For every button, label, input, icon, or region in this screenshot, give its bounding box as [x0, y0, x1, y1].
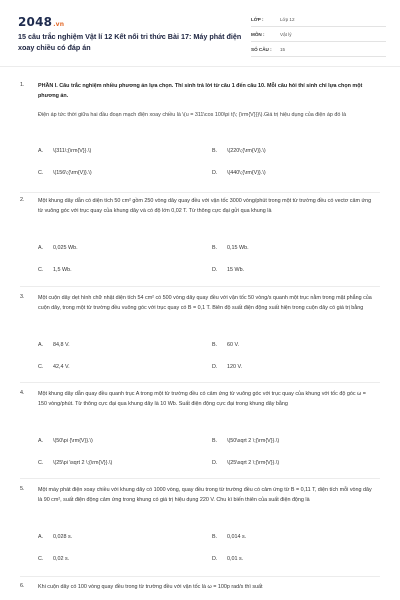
option-c[interactable]: C. 42,4 V. — [38, 364, 70, 370]
option-a[interactable]: A. 0,028 s. — [38, 534, 73, 540]
meta-value: Lớp 12 — [280, 16, 295, 22]
meta-row-subject — [251, 27, 386, 42]
site-logo[interactable] — [18, 15, 64, 29]
meta-value: Vật lý — [280, 31, 292, 37]
question-text: Khi cuộn dây có 100 vòng quay đều trong từ trường đều với vận tốc là ω = 100p rad/s thì suất — [38, 584, 263, 590]
question-text: Một khung dây dẫn có diện tích 50 cm² gồm 250 vòng dây quay đều với vận tốc 3000 vòng/phút trong một từ trường đều có vectơ cảm ứng từ vuông góc với trục quay của khung dây và có độ lớn 0,02 T. Từ thông cực đại gửi qua khung là — [38, 198, 372, 214]
question-text: Một máy phát điện xoay chiều với khung dây có 1000 vòng, quay đều trong từ trường đều có cảm ứng từ B = 0,11 T, diện tích mỗi vòng dây là 90 cm², suất điện động cảm ứng trong khung có giá trị hiệu dụng 220 V. Chu kì biến thiên của suất điện động là — [38, 487, 372, 503]
question-divider — [20, 576, 380, 577]
option-b[interactable]: B. 0,014 s. — [212, 534, 247, 540]
question-number: 6. — [20, 583, 25, 589]
logo-main: 2048 — [18, 15, 53, 29]
question-number: 3. — [20, 294, 25, 300]
question-stem: Điện áp tức thời giữa hai đầu đoạn mạch điện xoay chiều là \(u = 311\cos 100\pi t(\; {\rm{V}})\).Giá trị hiệu dụng của điện áp đó là — [38, 112, 347, 118]
question-number: 5. — [20, 486, 25, 492]
option-c[interactable]: C. 0,02 s. — [38, 556, 70, 562]
option-c[interactable]: C. 1,5 Wb. — [38, 267, 72, 273]
document-title: 15 câu trắc nghiệm Vật lí 12 Kết nối tri thức Bài 17: Máy phát điện xoay chiều có đáp án — [18, 32, 242, 52]
question-number: 2. — [20, 197, 25, 203]
meta-value: 15 — [280, 46, 286, 52]
meta-label: SỐ CÂU : — [251, 46, 272, 52]
header-divider — [0, 66, 400, 67]
option-b[interactable]: B. \(220\;{\rm{V}}.\) — [212, 148, 266, 154]
option-a[interactable]: A. \(311\;{\rm{V}}.\) — [38, 148, 92, 154]
question-divider — [20, 286, 380, 287]
option-a[interactable]: A. \(50\pi {\rm{V}}.\) — [38, 438, 93, 444]
meta-label: MÔN : — [251, 31, 265, 37]
option-d[interactable]: D. 120 V. — [212, 364, 243, 370]
page-header — [0, 0, 400, 64]
option-c[interactable]: C. \(156\;{\rm{V}}.\) — [38, 170, 92, 176]
meta-row-count — [251, 42, 386, 57]
logo-suffix: .vn — [53, 21, 65, 28]
option-a[interactable]: A. 0,025 Wb. — [38, 245, 78, 251]
option-d[interactable]: D. \(440\;{\rm{V}}.\) — [212, 170, 266, 176]
meta-info — [251, 12, 386, 57]
option-c[interactable]: C. \(25\pi \sqrt 2 \;{\rm{V}}.\) — [38, 460, 113, 466]
question-text: Một khung dây dẫn quay đều quanh trục A trong một từ trường đều có cảm ứng từ vuông góc với trục quay của khung với tốc độ góc ω = 150 vòng/phút. Từ thông cực đại qua khung dây là 10 Wb. Suất điện động cực đại trong khung dây bằng — [38, 391, 366, 407]
option-d[interactable]: D. \(25\sqrt 2 \;{\rm{V}}.\) — [212, 460, 280, 466]
option-d[interactable]: D. 0,01 s. — [212, 556, 244, 562]
question-divider — [20, 192, 380, 193]
question-divider — [20, 478, 380, 479]
question-number: 1. — [20, 82, 25, 88]
meta-label: LỚP : — [251, 16, 264, 22]
option-b[interactable]: B. 0,15 Wb. — [212, 245, 249, 251]
meta-row-class — [251, 12, 386, 27]
option-a[interactable]: A. 84,8 V. — [38, 342, 70, 348]
question-number: 4. — [20, 390, 25, 396]
question-text: Một cuộn dây dẹt hình chữ nhật diện tích 54 cm² có 500 vòng dây quay đều với vận tốc 50 vòng/s quanh một trục nằm trong mặt phẳng của cuộn dây, trong một từ trường đều vuông góc với trục quay có B = 0,1 T. Biên độ suất điện động xuất hiện trong cuộn dây có giá trị bằng — [38, 295, 372, 311]
question-text: PHẦN I. Câu trắc nghiệm nhiều phương án lựa chọn. Thí sinh trả lời từ câu 1 đến câu 10. Mỗi câu hỏi thí sinh chỉ lựa chọn một phương án. — [38, 83, 363, 99]
option-b[interactable]: B. 60 V. — [212, 342, 240, 348]
option-d[interactable]: D. 15 Wb. — [212, 267, 245, 273]
question-divider — [20, 382, 380, 383]
option-b[interactable]: B. \(50\sqrt 2 \;{\rm{V}}.\) — [212, 438, 280, 444]
